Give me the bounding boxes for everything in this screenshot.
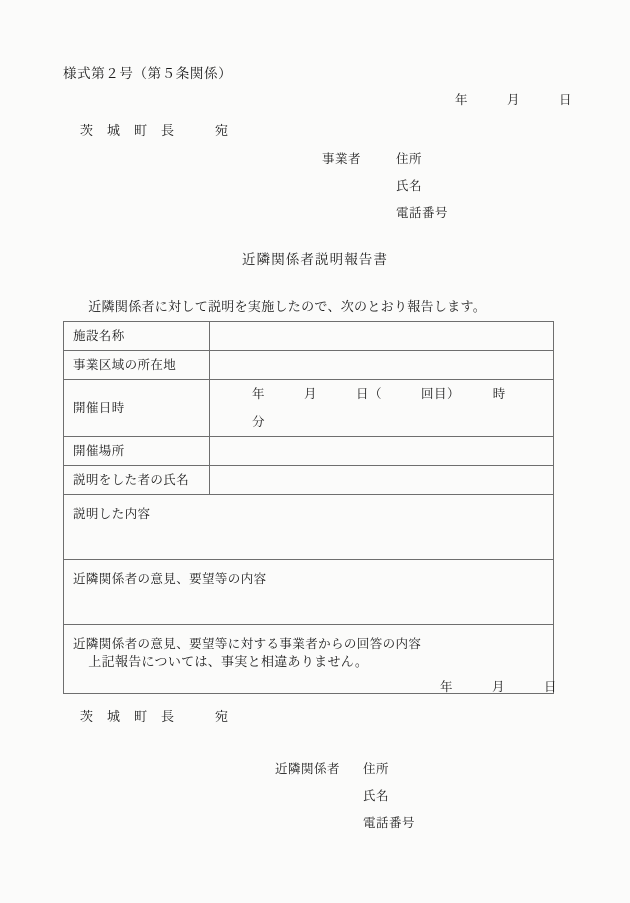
table-row — [64, 466, 554, 495]
operator-address-label: 住所 — [396, 152, 423, 166]
lead-paragraph: 近隣関係者に対して説明を実施したので、次のとおり報告します。 — [75, 299, 487, 314]
row-label-meeting-datetime: 開催日時 — [64, 380, 210, 437]
neighbor-role-spacer — [275, 783, 363, 810]
form-number: 様式第２号（第５条関係） — [63, 66, 233, 81]
neighbor-address-row — [275, 756, 415, 783]
table-row — [64, 322, 554, 351]
row-operator-responses[interactable]: 近隣関係者の意見、要望等に対する事業者からの回答の内容 — [64, 625, 554, 694]
neighbor-phone-label: 電話番号 — [363, 816, 416, 830]
neighbor-role-label: 近隣関係者 — [275, 762, 341, 776]
row-label-explainer-name: 説明をした者の氏名 — [64, 466, 210, 495]
operator-address-row — [322, 146, 448, 173]
neighbor-name-row — [275, 783, 415, 810]
row-value-explainer-name[interactable] — [210, 466, 554, 495]
row-label-facility-name: 施設名称 — [64, 322, 210, 351]
table-row — [64, 495, 554, 560]
operator-signature-block — [322, 146, 448, 227]
row-explained-content[interactable]: 説明した内容 — [64, 495, 554, 560]
neighbor-address-label: 住所 — [363, 762, 390, 776]
row-value-facility-name[interactable] — [210, 322, 554, 351]
neighbor-phone-row — [275, 810, 415, 837]
addressee-bottom: 茨 城 町 長 宛 — [80, 709, 229, 724]
neighbor-name-label: 氏名 — [363, 789, 390, 803]
row-label-project-area-location: 事業区域の所在地 — [64, 351, 210, 380]
neighbor-signature-block — [275, 756, 415, 837]
operator-role-label: 事業者 — [322, 152, 362, 166]
report-table — [63, 321, 554, 694]
operator-phone-label: 電話番号 — [396, 206, 449, 220]
date-line-top: 年 月 日 — [455, 93, 573, 107]
row-neighbor-opinions[interactable]: 近隣関係者の意見、要望等の内容 — [64, 560, 554, 625]
operator-name-row — [322, 173, 448, 200]
table-row — [64, 351, 554, 380]
date-line-bottom: 年 月 日 — [440, 680, 558, 694]
page-title: 近隣関係者説明報告書 — [242, 252, 388, 267]
table-row — [64, 380, 554, 437]
table-row — [64, 437, 554, 466]
addressee-top: 茨 城 町 長 宛 — [80, 123, 229, 138]
neighbor-role-spacer-2 — [275, 810, 363, 837]
closing-paragraph: 上記報告については、事実と相違ありません。 — [75, 654, 369, 669]
table-row — [64, 560, 554, 625]
operator-name-label: 氏名 — [396, 179, 423, 193]
row-value-meeting-datetime[interactable]: 年 月 日（ 回目） 時 分 — [210, 380, 554, 437]
operator-role-spacer-2 — [322, 200, 396, 227]
operator-role-spacer — [322, 173, 396, 200]
operator-phone-row — [322, 200, 448, 227]
row-label-meeting-place: 開催場所 — [64, 437, 210, 466]
row-value-meeting-place[interactable] — [210, 437, 554, 466]
row-value-project-area-location[interactable] — [210, 351, 554, 380]
